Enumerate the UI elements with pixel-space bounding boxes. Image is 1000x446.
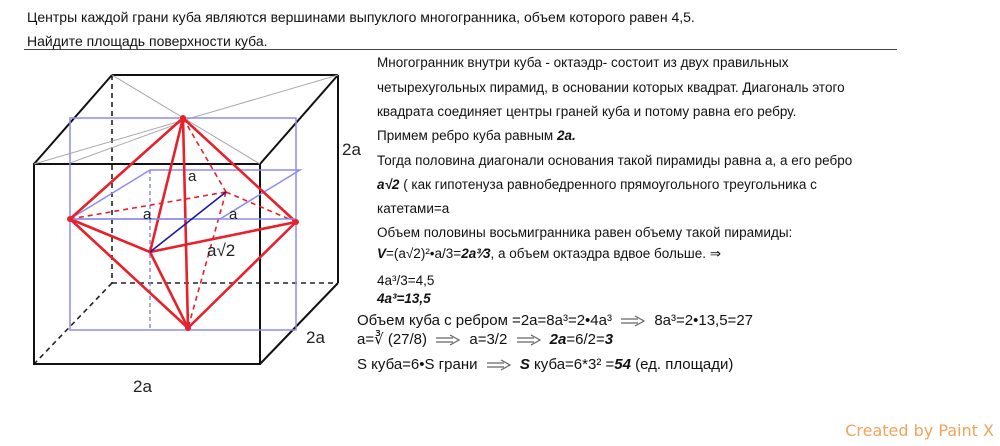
volume-symbol: V [377,246,387,261]
volume-result: 2a³⁄3 [461,246,491,261]
octahedron-edge [150,252,188,328]
solution-line-13 [357,331,613,349]
solution-line-8: Объем половины восьмигранника равен объему такой пирамиды: [377,225,793,240]
problem-statement-line-2: Найдите площадь поверхности куба. [27,33,268,49]
area-units: (ед. площади) [630,356,734,373]
solution-line-10: 4a³/3=4,5 [377,273,435,288]
label-bottom: 2a [133,377,152,396]
volume-formula: =(a√2)²•a/3= [386,246,462,261]
cube-hidden-edge [34,283,112,364]
cube-volume-result: 8a³=2•13,5=27 [654,312,753,329]
implies-arrow-icon [486,359,512,371]
construction-line [70,120,188,163]
pyramid-edge-value: a√2 [377,177,400,192]
solution-line-9 [377,245,721,263]
solution-line-11: 4a³=13,5 [377,291,431,306]
label-a-right: a [229,206,238,223]
implies-arrow-icon [620,315,646,327]
solution-line-12 [357,312,753,330]
cube-volume-text: Объем куба с ребром =2a=8a³=2•4a³ [357,312,612,329]
solution-line-9-text: , а объем октаэдра вдвое больше. ⇒ [490,246,722,261]
edge-value: 2a. [556,128,576,143]
edge-calc: =6/2= [566,331,605,348]
octahedron-edge [70,219,150,252]
solution-line-5: Тогда половина диагонали основания такой пирамиды равна а, а его ребро [377,153,853,168]
solution-line-3: квадрата соединяет центры граней куба и потому равна его ребру. [377,104,797,119]
vertex-dot [185,325,191,331]
solution-line-6 [377,176,817,194]
vertex-dot [67,216,73,222]
edge-result: 3 [604,331,614,348]
implies-arrow-icon [516,334,542,346]
cube-edge [34,75,112,164]
area-symbol: S [519,356,530,373]
solution-line-14 [357,356,733,374]
a-cuberoot-text: a=∛ (27/8) [357,331,428,348]
solution-line-6-text: ( как гипотенуза равнобедренного прямоугольного треугольника с [399,177,817,192]
solution-line-4-text: Примем ребро куба равным [377,128,557,143]
cube-octahedron-figure [0,55,372,410]
label-a-vertical: a [188,168,197,185]
problem-statement-line-1: Центры каждой грани куба являются вершинами выпуклого многогранника, объем которого равен 4,5. [27,9,695,25]
solution-line-7: катетами=а [377,201,450,216]
vertex-dot [293,219,299,225]
cube-edge [260,75,338,164]
area-formula-text: S куба=6•S грани [357,356,478,373]
vertex-dot [180,115,186,121]
label-edge-right: 2a [342,140,361,159]
octahedron-edge [70,118,183,219]
divider-rule [24,49,897,50]
label-a-root2: a√2 [207,241,236,260]
octahedron-edge [188,222,296,328]
watermark: Created by Paint X [845,421,994,440]
area-result: 54 [614,356,631,373]
implies-arrow-icon [435,334,461,346]
label-depth: 2a [306,328,325,347]
a-value: a=3/2 [469,331,508,348]
octahedron-edge [150,118,183,252]
cube-edge [260,283,338,364]
edge-2a: 2a [549,331,567,348]
label-a-left: a [143,206,152,223]
solution-line-4 [377,127,576,145]
solution-line-2: четырехугольных пирамид, в основании которых квадрат. Диагональ этого [377,80,845,95]
solution-line-1: Многогранник внутри куба - октаэдр- состоит из двух правильных [377,55,789,70]
area-calc: куба=6*3² = [529,356,615,373]
